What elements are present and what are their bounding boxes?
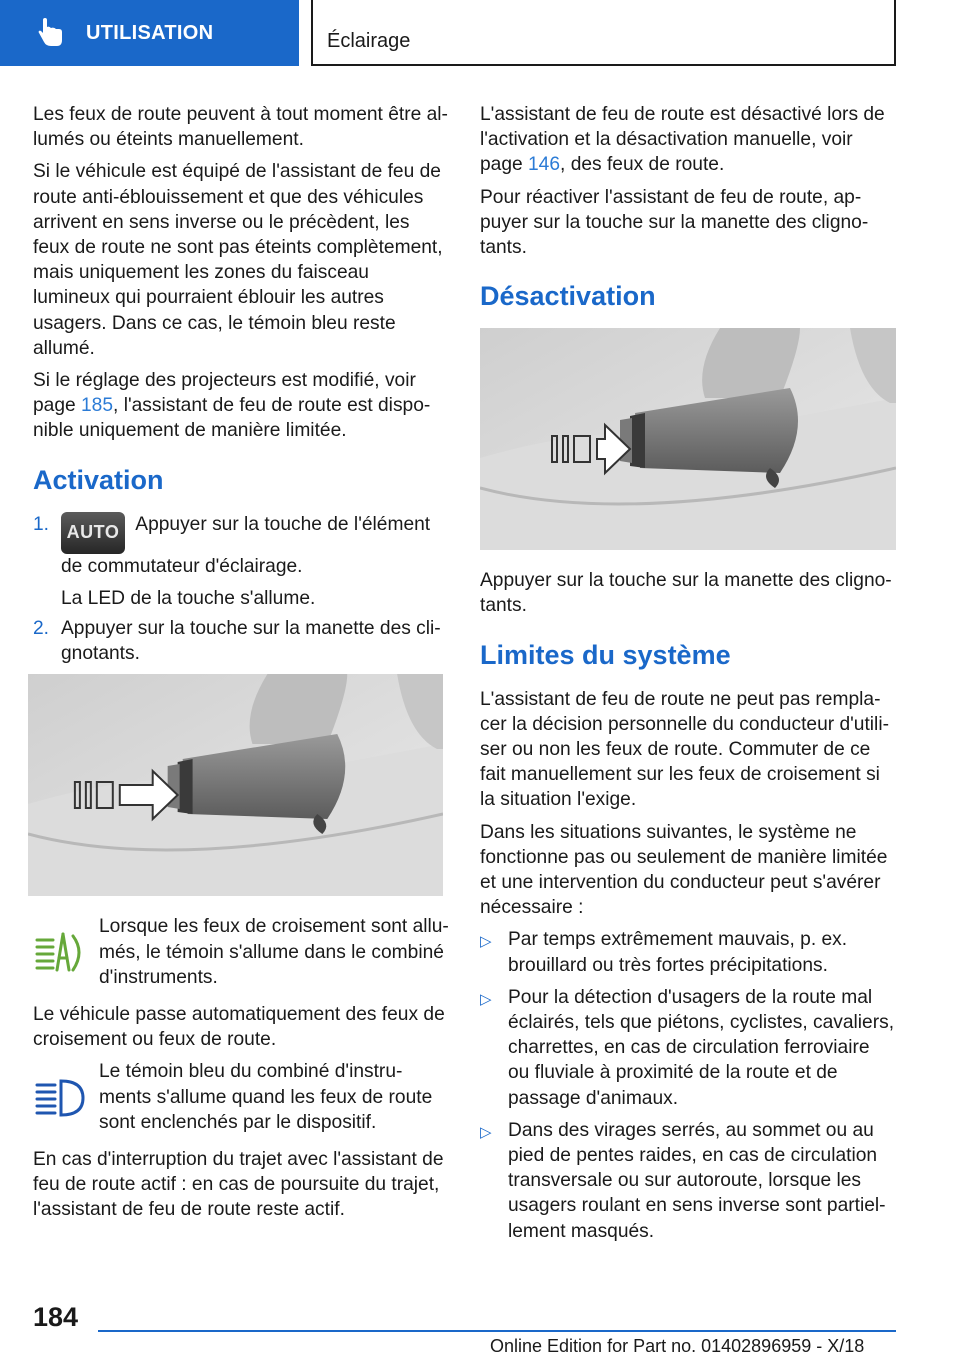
deactivation-heading: Désactivation: [480, 281, 656, 312]
chapter-header: [311, 0, 896, 66]
section-tab: [0, 0, 299, 66]
paragraph: Appuyer sur la touche sur la manette des cligno‐tants.: [480, 570, 892, 617]
hand-pointer-icon: [38, 18, 64, 48]
limits-heading: Limites du système: [480, 639, 731, 670]
paragraph: En cas d'interruption du trajet avec l'assistant de feu de route actif : en cas de poursuite du trajet, l'assistant de feu de route reste actif.: [33, 1149, 444, 1221]
indicator-note-high-beam: Le témoin bleu du combiné d'instru‐ments s'allume quand les feux de route sont enclenchés par le dispositif.: [33, 1059, 451, 1135]
footer-edition: Online Edition for Part no. 01402896959 - X/18: [490, 1336, 865, 1356]
triangle-bullet-icon: ▷: [480, 990, 492, 1008]
list-item: ▷ Pour la détection d'usagers de la route mal éclairés, tels que piétons, cyclistes, cavaliers, charrettes, en cas de circulation ferroviaire ou fluviale à proximité de la route et de passage d'animaux.: [480, 985, 896, 1111]
triangle-bullet-icon: ▷: [480, 933, 492, 951]
paragraph: Si le réglage des projecteurs est modifié, voir page 185, l'assistant de feu de route est dispo‐nible uniquement de manière limitée.: [33, 370, 431, 442]
auto-light-indicator-icon: [33, 928, 85, 976]
section-title: UTILISATION: [86, 21, 214, 44]
paragraph: Les feux de route peuvent à tout moment être al‐lumés ou éteints manuellement.: [33, 104, 448, 151]
paragraph: L'assistant de feu de route ne peut pas rempla‐cer la décision personnelle du conducteur d'utili‐ser ou non les feux de route. Commuter de ce fait manuellement sur les feux de croisement si la situation l'exige.: [480, 688, 889, 811]
footer-divider: [98, 1330, 896, 1332]
triangle-bullet-icon: ▷: [480, 1123, 492, 1141]
paragraph: Si le véhicule est équipé de l'assistant de feu de route anti‐éblouissement et que des véhicules arrivent en sens inverse ou le précèdent, les feux de route ne sont pas éteints complètement, mais uniquement les zones du faisceau lumineux qui pourraient éblouir les autres usagers. Dans ce cas, le témoin bleu reste allumé.: [33, 161, 443, 359]
paragraph: Pour réactiver l'assistant de feu de route, ap‐puyer sur la touche sur la manette des cligno‐tants.: [480, 186, 869, 259]
stalk-button-photo: [28, 674, 443, 896]
paragraph: Dans les situations suivantes, le système ne fonctionne pas ou seulement de manière limitée et une intervention du conducteur peut s'avérer nécessaire :: [480, 821, 888, 919]
indicator-note-auto: Lorsque les feux de croisement sont allu‐més, le témoin s'allume dans le combiné d'instruments.: [33, 914, 451, 990]
left-column: [33, 102, 451, 1230]
page-link-146[interactable]: 146: [528, 154, 561, 176]
list-item: ▷ Dans des virages serrés, au sommet ou au pied de pentes raides, en cas de circulation transversale ou sur autoroute, lorsque les usagers roulant en sens inverse sont partiel‐lement masqués.: [480, 1118, 896, 1244]
high-beam-indicator-icon: [33, 1073, 85, 1121]
page-link-185[interactable]: 185: [81, 395, 114, 417]
step-number: 1.: [33, 513, 50, 535]
step-number: 2.: [33, 618, 50, 640]
right-column: [480, 102, 896, 1251]
paragraph: L'assistant de feu de route est désactivé lors de l'activation et la désactivation manuelle, voir page 146, des feux de route.: [480, 104, 885, 176]
page-number: 184: [33, 1302, 79, 1332]
chapter-title: Éclairage: [327, 30, 411, 52]
step-2: 2. Appuyer sur la touche sur la manette des cli‐gnotants.: [33, 616, 451, 666]
step-note: La LED de la touche s'allume.: [61, 587, 316, 609]
auto-button-icon: AUTO: [61, 512, 125, 554]
list-item: ▷ Par temps extrêmement mauvais, p. ex. brouillard ou très fortes précipitations.: [480, 927, 896, 977]
stalk-button-photo: [480, 328, 896, 550]
activation-heading: Activation: [33, 464, 164, 495]
paragraph: Le véhicule passe automatiquement des feux de croisement ou feux de route.: [33, 1004, 445, 1051]
step-1: 1. AUTO Appuyer sur la touche de l'élément de commutateur d'éclairage. La LED de la touche s'allume.: [33, 512, 451, 611]
